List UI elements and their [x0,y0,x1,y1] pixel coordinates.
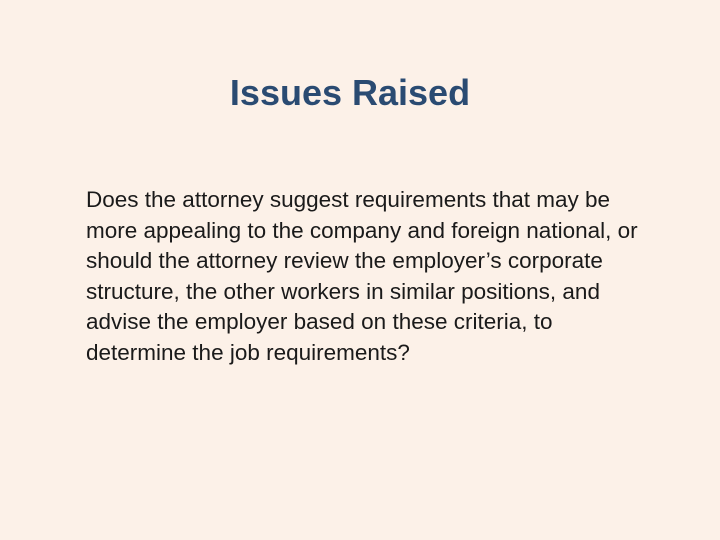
slide-title: Issues Raised [229,72,471,113]
slide-body-text: Does the attorney suggest requirements that may be more appealing to the company and foreign national, or should the attorney review the employer’s corporate structure, the other workers in similar positions, and advise the employer based on these criteria, to determine the job requirements? [86,187,638,365]
